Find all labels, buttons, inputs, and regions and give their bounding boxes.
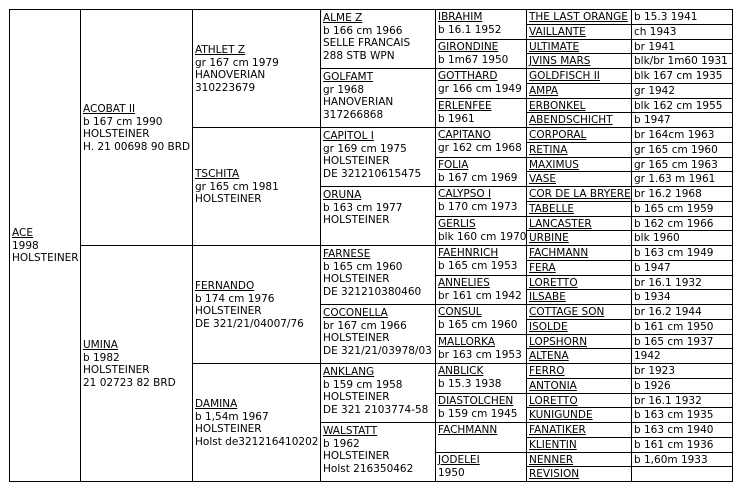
- horse-name-link[interactable]: KUNIGUNDE: [529, 409, 593, 421]
- horse-cell-gen4: [320, 304, 436, 364]
- horse-name-link[interactable]: RETINA: [529, 144, 568, 156]
- horse-info: br 1941: [634, 41, 676, 53]
- horse-name-link[interactable]: ANBLICK: [438, 365, 484, 377]
- horse-cell-gen5: [435, 452, 527, 482]
- horse-cell-gen6: [526, 245, 632, 261]
- horse-info: b 15.3 1938: [438, 377, 502, 390]
- horse-info: b 163 cm 1935: [634, 409, 714, 421]
- horse-info: blk 160 cm 1970: [438, 230, 527, 243]
- horse-info: gr 165 cm 1963: [634, 159, 718, 171]
- horse-name-link[interactable]: JVINS MARS: [529, 55, 591, 67]
- horse-info: b 161 cm 1950: [634, 321, 714, 333]
- horse-info: HOLSTEINER: [195, 423, 262, 435]
- horse-info-cell-gen6: [631, 245, 733, 261]
- horse-name-link[interactable]: TSCHITA: [195, 168, 240, 180]
- horse-info-cell-gen6: [631, 201, 733, 217]
- horse-cell-gen6: [526, 363, 632, 379]
- horse-name-link[interactable]: FANATIKER: [529, 424, 586, 436]
- horse-info: blk 167 cm 1935: [634, 70, 723, 82]
- horse-info: HOLSTEINER: [323, 273, 390, 285]
- horse-info-cell-gen6: [631, 127, 733, 143]
- horse-name-link[interactable]: REVISION: [529, 468, 580, 480]
- horse-cell-gen6: [526, 98, 632, 113]
- horse-info: SELLE FRANCAIS: [323, 37, 411, 49]
- horse-cell-gen5: [435, 216, 527, 246]
- horse-name-link[interactable]: ERBONKEL: [529, 100, 586, 112]
- horse-cell-gen6: [526, 24, 632, 40]
- horse-name-link[interactable]: ILSABE: [529, 291, 566, 303]
- horse-name-link[interactable]: ANNELIES: [438, 277, 490, 289]
- horse-cell-gen6: [526, 186, 632, 202]
- horse-name-link[interactable]: ALTENA: [529, 350, 569, 362]
- horse-info: DE 321210380460: [323, 285, 422, 298]
- horse-cell-gen1: [9, 9, 81, 482]
- horse-cell-gen5: [435, 275, 527, 305]
- horse-info-cell-gen6: [631, 393, 733, 408]
- horse-cell-gen5: [435, 127, 527, 158]
- horse-cell-gen6: [526, 348, 632, 364]
- horse-cell-gen6: [526, 304, 632, 320]
- horse-info: gr 1968: [323, 83, 365, 96]
- horse-info-cell-gen6: [631, 24, 733, 40]
- horse-info-cell-gen6: [631, 260, 733, 276]
- horse-info-cell-gen6: [631, 289, 733, 305]
- horse-cell-gen3: [192, 9, 321, 128]
- horse-cell-gen6: [526, 83, 632, 99]
- horse-name-link[interactable]: AMPA: [529, 85, 559, 97]
- horse-info: b 174 cm 1976: [195, 292, 275, 305]
- horse-name-link[interactable]: URBINE: [529, 232, 569, 244]
- horse-info-cell-gen6: [631, 83, 733, 99]
- horse-cell-gen5: [435, 393, 527, 423]
- horse-info: gr 165 cm 1960: [634, 144, 718, 156]
- horse-info-cell-gen6: [631, 437, 733, 453]
- horse-info: b 159 cm 1958: [323, 378, 403, 391]
- horse-info: H. 21 00698 90 BRD: [83, 140, 191, 153]
- horse-name-link[interactable]: ALME Z: [323, 12, 363, 24]
- horse-info: b 159 cm 1945: [438, 407, 518, 420]
- horse-cell-gen6: [526, 9, 632, 25]
- horse-info: HANOVERIAN: [323, 96, 394, 108]
- horse-cell-gen6: [526, 39, 632, 54]
- horse-cell-gen6: [526, 230, 632, 246]
- horse-cell-gen6: [526, 112, 632, 128]
- horse-name-link[interactable]: MAXIMUS: [529, 159, 579, 171]
- horse-cell-gen2: [80, 9, 193, 246]
- horse-info: 310223679: [195, 81, 256, 94]
- horse-cell-gen6: [526, 53, 632, 69]
- horse-name-link[interactable]: DAMINA: [195, 398, 238, 410]
- horse-name-link[interactable]: FOLIA: [438, 159, 469, 171]
- horse-name-link[interactable]: ANTONIA: [529, 380, 577, 392]
- horse-cell-gen5: [435, 422, 527, 453]
- horse-info: 1998: [12, 239, 39, 252]
- horse-info: b 1982: [83, 351, 120, 364]
- horse-name-link[interactable]: FERNANDO: [195, 280, 255, 292]
- horse-info: HANOVERIAN: [195, 69, 266, 81]
- horse-name-link[interactable]: CONSUL: [438, 306, 482, 318]
- horse-info: ch 1943: [634, 26, 677, 38]
- horse-cell-gen6: [526, 437, 632, 453]
- horse-info: br 161 cm 1942: [438, 289, 522, 302]
- horse-info: Holst 216350462: [323, 462, 414, 475]
- horse-info: HOLSTEINER: [195, 193, 262, 205]
- horse-cell-gen4: [320, 363, 436, 423]
- horse-name-link[interactable]: TABELLE: [529, 203, 574, 215]
- horse-info: br 16.2 1944: [634, 306, 702, 318]
- horse-name-link[interactable]: COCONELLA: [323, 307, 388, 319]
- horse-info: 317266868: [323, 108, 384, 121]
- horse-info: b 161 cm 1936: [634, 439, 714, 451]
- horse-cell-gen6: [526, 68, 632, 84]
- horse-name-link[interactable]: FACHMANN: [438, 424, 498, 436]
- horse-cell-gen5: [435, 363, 527, 394]
- horse-name-link[interactable]: LORETTO: [529, 277, 578, 289]
- horse-name-link[interactable]: COTTAGE SON: [529, 306, 605, 318]
- horse-info-cell-gen6: [631, 171, 733, 187]
- horse-info-cell-gen6: [631, 378, 733, 394]
- horse-info: b 1962: [323, 437, 360, 450]
- horse-name-link[interactable]: LOPSHORN: [529, 336, 588, 348]
- horse-info-cell-gen6: [631, 39, 733, 54]
- horse-info: b 167 cm 1990: [83, 115, 163, 128]
- horse-info: b 170 cm 1973: [438, 200, 518, 213]
- horse-cell-gen3: [192, 127, 321, 246]
- horse-name-link[interactable]: FACHMANN: [529, 247, 589, 259]
- horse-cell-gen5: [435, 157, 527, 187]
- horse-info: b 167 cm 1969: [438, 171, 518, 184]
- horse-info: b 1947: [634, 262, 671, 274]
- horse-info: blk 1960: [634, 232, 680, 244]
- horse-name-link[interactable]: ISOLDE: [529, 321, 568, 333]
- horse-name-link[interactable]: GIRONDINE: [438, 41, 499, 53]
- horse-info: b 163 cm 1940: [634, 424, 714, 436]
- horse-name-link[interactable]: VAILLANTE: [529, 26, 586, 38]
- horse-info: br 1923: [634, 365, 676, 377]
- horse-info: b 165 cm 1960: [323, 260, 403, 273]
- horse-info: b 165 cm 1959: [634, 203, 714, 215]
- horse-name-link[interactable]: ACOBAT II: [83, 103, 136, 115]
- horse-info: gr 1.63 m 1961: [634, 173, 716, 185]
- horse-name-link[interactable]: CAPITOL I: [323, 130, 374, 142]
- horse-cell-gen6: [526, 216, 632, 231]
- horse-info-cell-gen6: [631, 142, 733, 158]
- horse-info: 21 02723 82 BRD: [83, 376, 176, 389]
- horse-info: br 16.1 1932: [634, 395, 702, 407]
- horse-cell-gen4: [320, 186, 436, 246]
- horse-info-cell-gen6: [631, 53, 733, 69]
- horse-info: HOLSTEINER: [12, 252, 79, 264]
- horse-name-link[interactable]: NENNER: [529, 454, 574, 466]
- horse-cell-gen5: [435, 98, 527, 128]
- horse-info-cell-gen6: [631, 68, 733, 84]
- horse-info: gr 167 cm 1979: [195, 56, 279, 69]
- horse-cell-gen6: [526, 127, 632, 143]
- horse-name-link[interactable]: CAPITANO: [438, 129, 491, 141]
- horse-info-cell-gen6: [631, 452, 733, 467]
- horse-name-link[interactable]: ORUNA: [323, 189, 362, 201]
- horse-name-link[interactable]: FERRO: [529, 365, 565, 377]
- horse-info: b 162 cm 1966: [634, 218, 714, 230]
- horse-info: b 166 cm 1966: [323, 24, 403, 37]
- horse-name-link[interactable]: ULTIMATE: [529, 41, 580, 53]
- horse-name-link[interactable]: FAEHNRICH: [438, 247, 499, 259]
- horse-name-link[interactable]: IBRAHIM: [438, 11, 483, 23]
- horse-info: Holst de321216410202: [195, 435, 319, 448]
- horse-cell-gen6: [526, 142, 632, 158]
- horse-info-cell-gen6: [631, 407, 733, 423]
- horse-info: DE 321210615475: [323, 167, 422, 180]
- horse-cell-gen6: [526, 260, 632, 276]
- horse-info: b 1961: [438, 112, 475, 125]
- horse-name-link[interactable]: VASE: [529, 173, 556, 185]
- horse-cell-gen3: [192, 363, 321, 482]
- horse-cell-gen5: [435, 245, 527, 276]
- horse-info-cell-gen6: [631, 348, 733, 364]
- horse-info: blk/br 1m60 1931: [634, 55, 728, 67]
- horse-info: 288 STB WPN: [323, 49, 395, 62]
- horse-cell-gen6: [526, 275, 632, 290]
- horse-info: b 163 cm 1949: [634, 247, 714, 259]
- horse-cell-gen5: [435, 334, 527, 364]
- horse-info: b 1m67 1950: [438, 53, 509, 66]
- horse-info: br 164cm 1963: [634, 129, 715, 141]
- horse-name-link[interactable]: LORETTO: [529, 395, 578, 407]
- horse-info: HOLSTEINER: [323, 391, 390, 403]
- horse-name-link[interactable]: LANCASTER: [529, 218, 592, 230]
- horse-cell-gen3: [192, 245, 321, 364]
- horse-info: blk 162 cm 1955: [634, 100, 723, 112]
- horse-info: HOLSTEINER: [83, 364, 150, 376]
- horse-info: b 165 cm 1937: [634, 336, 714, 348]
- horse-name-link[interactable]: MALLORKA: [438, 336, 496, 348]
- horse-name-link[interactable]: ABENDSCHICHT: [529, 114, 613, 126]
- horse-cell-gen6: [526, 319, 632, 335]
- horse-cell-gen5: [435, 9, 527, 40]
- horse-info: gr 1942: [634, 85, 676, 97]
- horse-info: HOLSTEINER: [323, 155, 390, 167]
- horse-name-link[interactable]: GOLDFISCH II: [529, 70, 600, 82]
- horse-info-cell-gen6: [631, 230, 733, 246]
- horse-name-link[interactable]: ATHLET Z: [195, 44, 246, 56]
- horse-name-link[interactable]: THE LAST ORANGE: [529, 11, 628, 23]
- horse-name-link[interactable]: FERA: [529, 262, 556, 274]
- horse-name-link[interactable]: COR DE LA BRYERE: [529, 188, 631, 200]
- horse-info: b 16.1 1952: [438, 23, 502, 36]
- horse-info-cell-gen6: [631, 334, 733, 349]
- horse-cell-gen6: [526, 407, 632, 423]
- horse-cell-gen4: [320, 127, 436, 187]
- horse-info: HOLSTEINER: [83, 128, 150, 140]
- horse-info: gr 162 cm 1968: [438, 141, 522, 154]
- horse-info: b 165 cm 1953: [438, 259, 518, 272]
- horse-info: HOLSTEINER: [323, 450, 390, 462]
- horse-info-cell-gen6: [631, 363, 733, 379]
- horse-cell-gen4: [320, 68, 436, 128]
- horse-cell-gen6: [526, 422, 632, 438]
- horse-name-link[interactable]: GOLFAMT: [323, 71, 373, 83]
- horse-info: HOLSTEINER: [323, 332, 390, 344]
- horse-name-link[interactable]: CORPORAL: [529, 129, 587, 141]
- horse-info: b 1926: [634, 380, 671, 392]
- horse-info: gr 165 cm 1981: [195, 180, 279, 193]
- horse-name-link[interactable]: ACE: [12, 227, 33, 239]
- horse-info-cell-gen6: [631, 304, 733, 320]
- horse-cell-gen6: [526, 378, 632, 394]
- horse-cell-gen6: [526, 201, 632, 217]
- horse-name-link[interactable]: WALSTATT: [323, 425, 378, 437]
- horse-info: DE 321 2103774-58: [323, 403, 429, 416]
- horse-cell-gen5: [435, 304, 527, 335]
- horse-name-link[interactable]: GERLIS: [438, 218, 476, 230]
- horse-info-cell-gen6: [631, 186, 733, 202]
- horse-name-link[interactable]: CALYPSO I: [438, 188, 492, 200]
- horse-info: b 1,54m 1967: [195, 410, 269, 423]
- horse-cell-gen5: [435, 39, 527, 69]
- horse-name-link[interactable]: DIASTOLCHEN: [438, 395, 514, 407]
- horse-cell-gen5: [435, 68, 527, 99]
- horse-cell-gen6: [526, 466, 632, 482]
- horse-cell-gen4: [320, 245, 436, 305]
- horse-info-cell-gen6: [631, 157, 733, 172]
- horse-cell-gen5: [435, 186, 527, 217]
- horse-info-cell-gen6: [631, 9, 733, 25]
- horse-cell-gen6: [526, 157, 632, 172]
- horse-info: gr 169 cm 1975: [323, 142, 407, 155]
- horse-cell-gen4: [320, 9, 436, 69]
- horse-info: b 1947: [634, 114, 671, 126]
- horse-info-cell-gen6: [631, 275, 733, 290]
- horse-name-link[interactable]: GOTTHARD: [438, 70, 498, 82]
- horse-cell-gen2: [80, 245, 193, 482]
- horse-cell-gen6: [526, 289, 632, 305]
- horse-cell-gen4: [320, 422, 436, 482]
- horse-name-link[interactable]: KLIENTIN: [529, 439, 577, 451]
- horse-name-link[interactable]: ANKLANG: [323, 366, 375, 378]
- horse-name-link[interactable]: JODELEI: [438, 454, 480, 466]
- horse-info: 1950: [438, 466, 465, 479]
- horse-info: br 16.2 1968: [634, 188, 702, 200]
- horse-info: DE 321/21/04007/76: [195, 317, 304, 330]
- horse-info: b 15.3 1941: [634, 11, 698, 23]
- horse-info-cell-gen6: [631, 422, 733, 438]
- horse-info: HOLSTEINER: [195, 305, 262, 317]
- horse-name-link[interactable]: ERLENFEE: [438, 100, 492, 112]
- horse-info-cell-gen6: [631, 466, 733, 482]
- horse-info: gr 166 cm 1949: [438, 82, 522, 95]
- horse-info-cell-gen6: [631, 216, 733, 231]
- horse-name-link[interactable]: UMINA: [83, 339, 118, 351]
- horse-info: 1942: [634, 350, 661, 362]
- horse-info: br 163 cm 1953: [438, 348, 522, 361]
- horse-info-cell-gen6: [631, 112, 733, 128]
- horse-name-link[interactable]: FARNESE: [323, 248, 371, 260]
- horse-info: br 16.1 1932: [634, 277, 702, 289]
- horse-info: b 165 cm 1960: [438, 318, 518, 331]
- horse-info-cell-gen6: [631, 98, 733, 113]
- horse-info: DE 321/21/03978/03: [323, 344, 432, 357]
- horse-info: b 1934: [634, 291, 671, 303]
- horse-cell-gen6: [526, 334, 632, 349]
- horse-info: b 1,60m 1933: [634, 454, 708, 466]
- horse-info: HOLSTEINER: [323, 214, 390, 226]
- horse-cell-gen6: [526, 171, 632, 187]
- horse-cell-gen6: [526, 452, 632, 467]
- horse-info: br 167 cm 1966: [323, 319, 407, 332]
- horse-info-cell-gen6: [631, 319, 733, 335]
- horse-cell-gen6: [526, 393, 632, 408]
- horse-info: b 163 cm 1977: [323, 201, 403, 214]
